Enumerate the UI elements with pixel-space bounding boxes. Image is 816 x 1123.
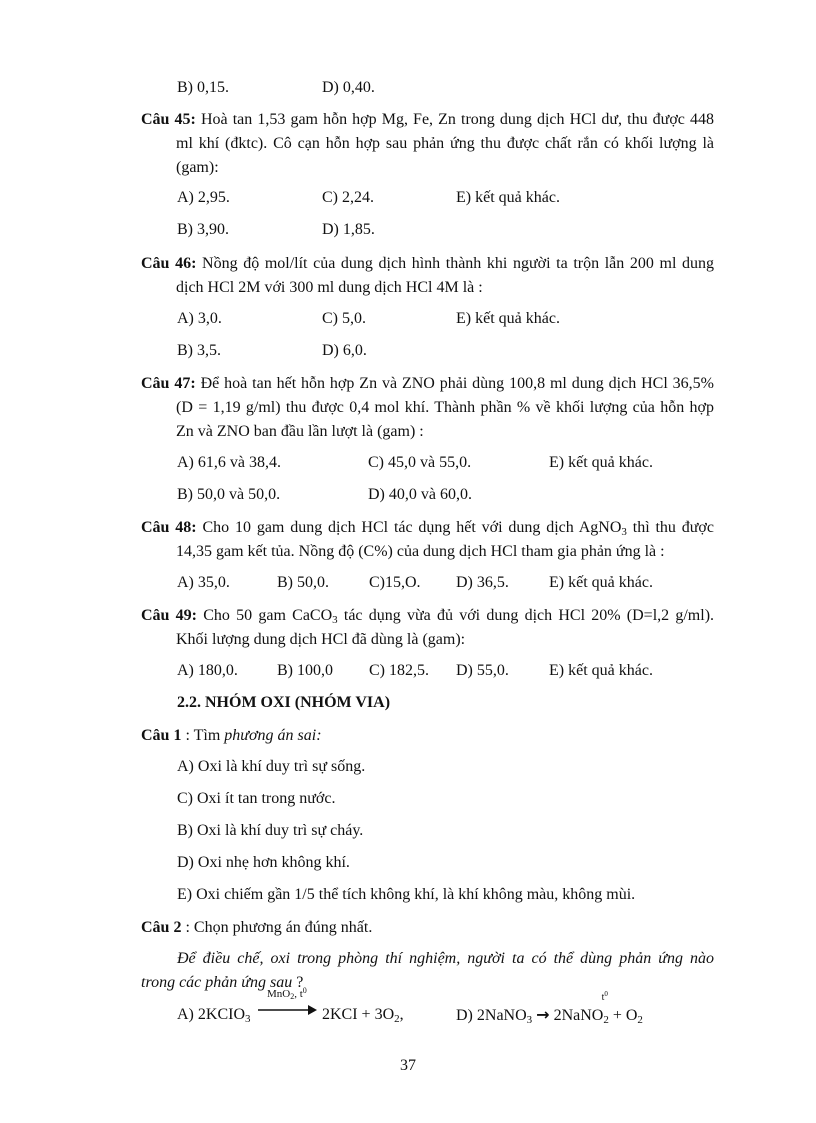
c2-option-a-product: $2KCI + 3O_2$, <box>322 1006 404 1025</box>
q48-line2: 14,35 gam kết tủa. Nồng độ (C%) của dung dịch HCl tham gia phản ứng là : <box>176 543 665 560</box>
q47-option-a: A) 61,6 và 38,4. <box>177 454 281 471</box>
c2-option-d-heat-label: $t^0$ <box>601 990 608 1003</box>
q49-option-a: A) 180,0. <box>177 662 238 679</box>
q45-option-c: C) 2,24. <box>322 189 374 206</box>
q49-option-d: D) 55,0. <box>456 662 509 679</box>
c1-prompt: Câu 1 : Tìm phương án sai: <box>141 727 322 744</box>
q48-line1: Câu 48: Cho 10 gam dung dịch HCl tác dụng hết với dung dịch AgNO$_3$ thì thu được <box>141 519 714 538</box>
c1-label: Câu 1 <box>141 727 182 744</box>
reaction-arrow-head <box>308 1005 317 1015</box>
q49-label: Câu 49: <box>141 607 198 624</box>
q46-option-c: C) 5,0. <box>322 310 366 327</box>
c1-option-a: A) Oxi là khí duy trì sự sống. <box>177 758 366 775</box>
q48-option-c: C)15,O. <box>369 574 421 591</box>
q47-label: Câu 47: <box>141 375 196 392</box>
c1-option-e: E) Oxi chiếm gần 1/5 thể tích không khí, là khí không màu, không mùi. <box>177 886 636 903</box>
c2-option-d-arrow-icon: → <box>536 1005 550 1024</box>
q45-line2: ml khí (đktc). Cô cạn hỗn hợp sau phản ứng thu được chất rắn có khối lượng là <box>176 135 714 152</box>
q46-option-d: D) 6,0. <box>322 342 367 359</box>
q45-label: Câu 45: <box>141 111 196 128</box>
q47-line3: Zn và ZNO ban đầu lần lượt là (gam) : <box>176 423 424 440</box>
q49-option-b: B) 100,0 <box>277 662 333 679</box>
q47-option-c: C) 45,0 và 55,0. <box>368 454 472 471</box>
q49-line2: Khối lượng dung dịch HCl đã dùng là (gam): <box>176 631 466 648</box>
q47-option-b: B) 50,0 và 50,0. <box>177 486 281 503</box>
q45-line3: (gam): <box>176 159 219 176</box>
c2-stem-line1: Để điều chế, oxi trong phòng thí nghiệm, người ta có thể dùng phản ứng nào <box>177 950 714 967</box>
q47-option-e: E) kết quả khác. <box>549 454 653 471</box>
c2-label: Câu 2 <box>141 919 182 936</box>
c1-option-c: C) Oxi ít tan trong nước. <box>177 790 336 807</box>
q49-option-c: C) 182,5. <box>369 662 429 679</box>
q45-option-a: A) 2,95. <box>177 189 230 206</box>
c2-option-d-product: 2NaNO $t^0$ <box>553 990 608 1024</box>
q49-option-e: E) kết quả khác. <box>549 662 653 679</box>
q47-line2: (D = 1,19 g/ml) thu được 0,4 mol khí. Thành phần % về khối lượng của hỗn hợp <box>176 399 714 416</box>
q45-option-b: B) 3,90. <box>177 221 229 238</box>
q48-option-e: E) kết quả khác. <box>549 574 653 591</box>
c1-option-b: B) Oxi là khí duy trì sự cháy. <box>177 822 364 839</box>
page-number: 37 <box>400 1057 416 1074</box>
q45-option-e: E) kết quả khác. <box>456 189 560 206</box>
c2-prompt: Câu 2 : Chọn phương án đúng nhất. <box>141 919 373 936</box>
q46-label: Câu 46: <box>141 255 197 272</box>
q44-option-b: B) 0,15. <box>177 79 229 96</box>
q48-label: Câu 48: <box>141 519 197 536</box>
q46-option-b: B) 3,5. <box>177 342 221 359</box>
q46-option-e: E) kết quả khác. <box>456 310 560 327</box>
q47-line1: Câu 47: Để hoà tan hết hỗn hợp Zn và ZNO phải dùng 100,8 ml dung dịch HCl 36,5% <box>141 375 715 392</box>
q48-option-b: B) 50,0. <box>277 574 329 591</box>
q46-option-a: A) 3,0. <box>177 310 222 327</box>
c2-option-d: D) 2NaNO$_3$ → 2NaNO $t^0$ $_2 + O_2$ <box>456 990 643 1026</box>
c2-option-a-reactant: A) $2KCIO_3$ <box>177 1006 251 1025</box>
reaction-arrow-icon <box>258 1004 318 1016</box>
q45-option-d: D) 1,85. <box>322 221 375 238</box>
c2-arrow-label: MnO$_2$, $t^0$ <box>267 986 307 1001</box>
c1-option-d: D) Oxi nhẹ hơn không khí. <box>177 854 350 871</box>
q44-option-d: D) 0,40. <box>322 79 375 96</box>
q46-line1: Câu 46: Nồng độ mol/lít của dung dịch hình thành khi người ta trộn lẫn 200 ml dung <box>141 255 715 272</box>
q47-option-d: D) 40,0 và 60,0. <box>368 486 472 503</box>
section-heading: 2.2. NHÓM OXI (NHÓM VIA) <box>177 694 391 711</box>
q48-option-a: A) 35,0. <box>177 574 230 591</box>
q45-line1: Câu 45: Hoà tan 1,53 gam hỗn hợp Mg, Fe, Zn trong dung dịch HCl dư, thu được 448 <box>141 111 714 128</box>
q48-option-d: D) 36,5. <box>456 574 509 591</box>
q49-line1: Câu 49: Cho 50 gam CaCO$_3$ tác dụng vừa đủ với dung dịch HCl 20% (D=l,2 g/ml). <box>141 607 715 626</box>
q46-line2: dịch HCl 2M với 300 ml dung dịch HCl 4M là : <box>176 279 483 296</box>
c2-stem-line2: trong các phản ứng sau ? <box>141 974 304 991</box>
